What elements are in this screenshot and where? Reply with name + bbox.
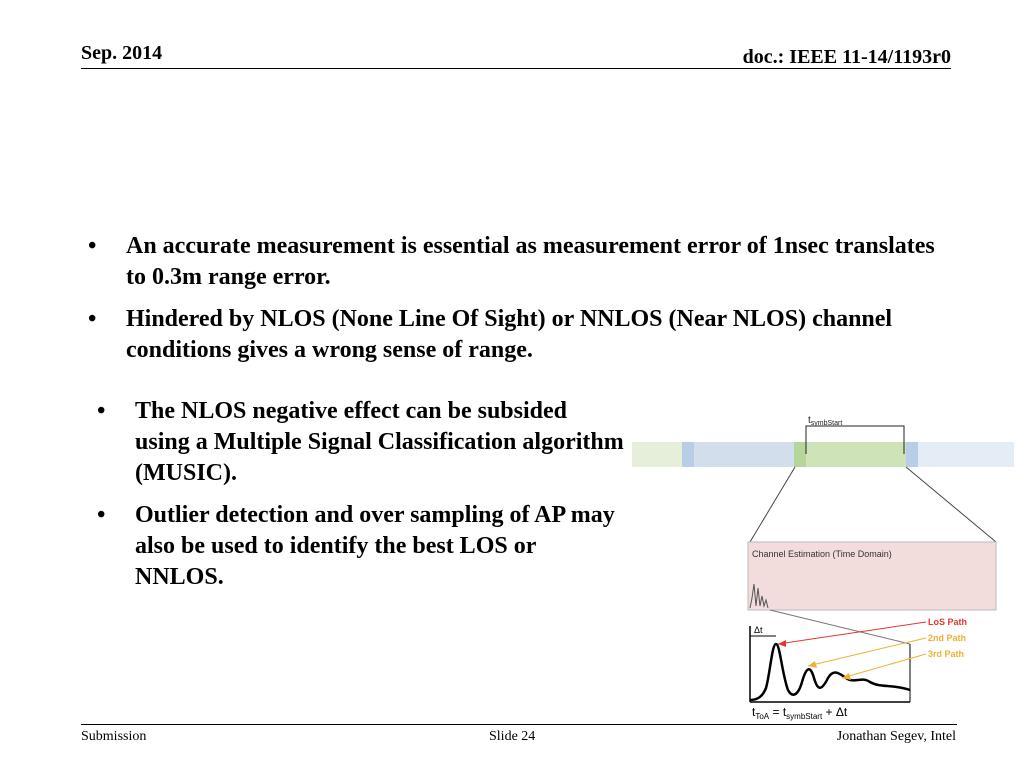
channel-estimation-title: Channel Estimation (Time Domain) [752,549,892,559]
bullet-text: An accurate measurement is essential as measurement error of 1nsec translates to 0.3m range error. [126,233,935,290]
los-path-arrow [778,622,926,644]
symbol-bar-blue [694,442,794,467]
symbol-bar-guard-left [682,442,694,467]
waveform-trace [750,644,910,700]
legend-second-path: 2nd Path [928,633,967,643]
symbol-bar-green [806,442,906,467]
bullet-text: Outlier detection and over sampling of AP may also be used to identify the best LOS or NNLOS. [135,502,615,590]
bullet-text: Hindered by NLOS (None Line Of Sight) or NNLOS (Near NLOS) channel conditions gives a wrong sense of range. [126,306,893,363]
left-bullet-list [97,396,625,604]
footer-divider [81,724,957,725]
symbol-start-label: $t_{symbStart}$ [808,415,843,427]
footer-author: Jonathan Segev, Intel [836,729,956,744]
toa-equation: $t_{ToA} = t_{symbStart} + \Delta t$ [752,705,848,721]
symbol-bar-left-fade [632,442,682,467]
footer-slide-number: Slide 24 [489,729,536,744]
zoom-line-right [906,467,996,542]
second-path-arrowhead [808,661,817,668]
symbol-bar-green-edge [794,442,806,467]
bullet-dot: • [97,502,106,528]
los-path-arrowhead [778,640,786,647]
delta-t-label: Δt [754,625,763,635]
symbol-bar-right-fade [918,442,1014,467]
top-bullet-list [88,231,946,377]
legend-third-path: 3rd Path [928,649,965,659]
bullet-item [97,396,625,489]
zoom-line-left [750,467,795,542]
bullet-item [88,231,946,293]
bullet-text: The NLOS negative effect can be subsided using a Multiple Signal Classification algorithm (MUSIC). [135,398,624,486]
third-path-arrow [842,654,926,678]
bullet-item [97,500,625,593]
header-divider [81,68,951,69]
header-doc-id: doc.: IEEE 11-14/1193r0 [742,46,951,68]
symbol-bar-guard-right [906,442,918,467]
second-path-arrow [808,638,926,666]
footer-submission: Submission [81,729,147,744]
header-date: Sep. 2014 [81,42,163,64]
bullet-dot: • [88,233,97,259]
bullet-dot: • [97,398,106,424]
bullet-item [88,304,946,366]
legend-los-path: LoS Path [928,617,968,627]
bullet-dot: • [88,306,97,332]
toa-diagram [630,412,1020,722]
